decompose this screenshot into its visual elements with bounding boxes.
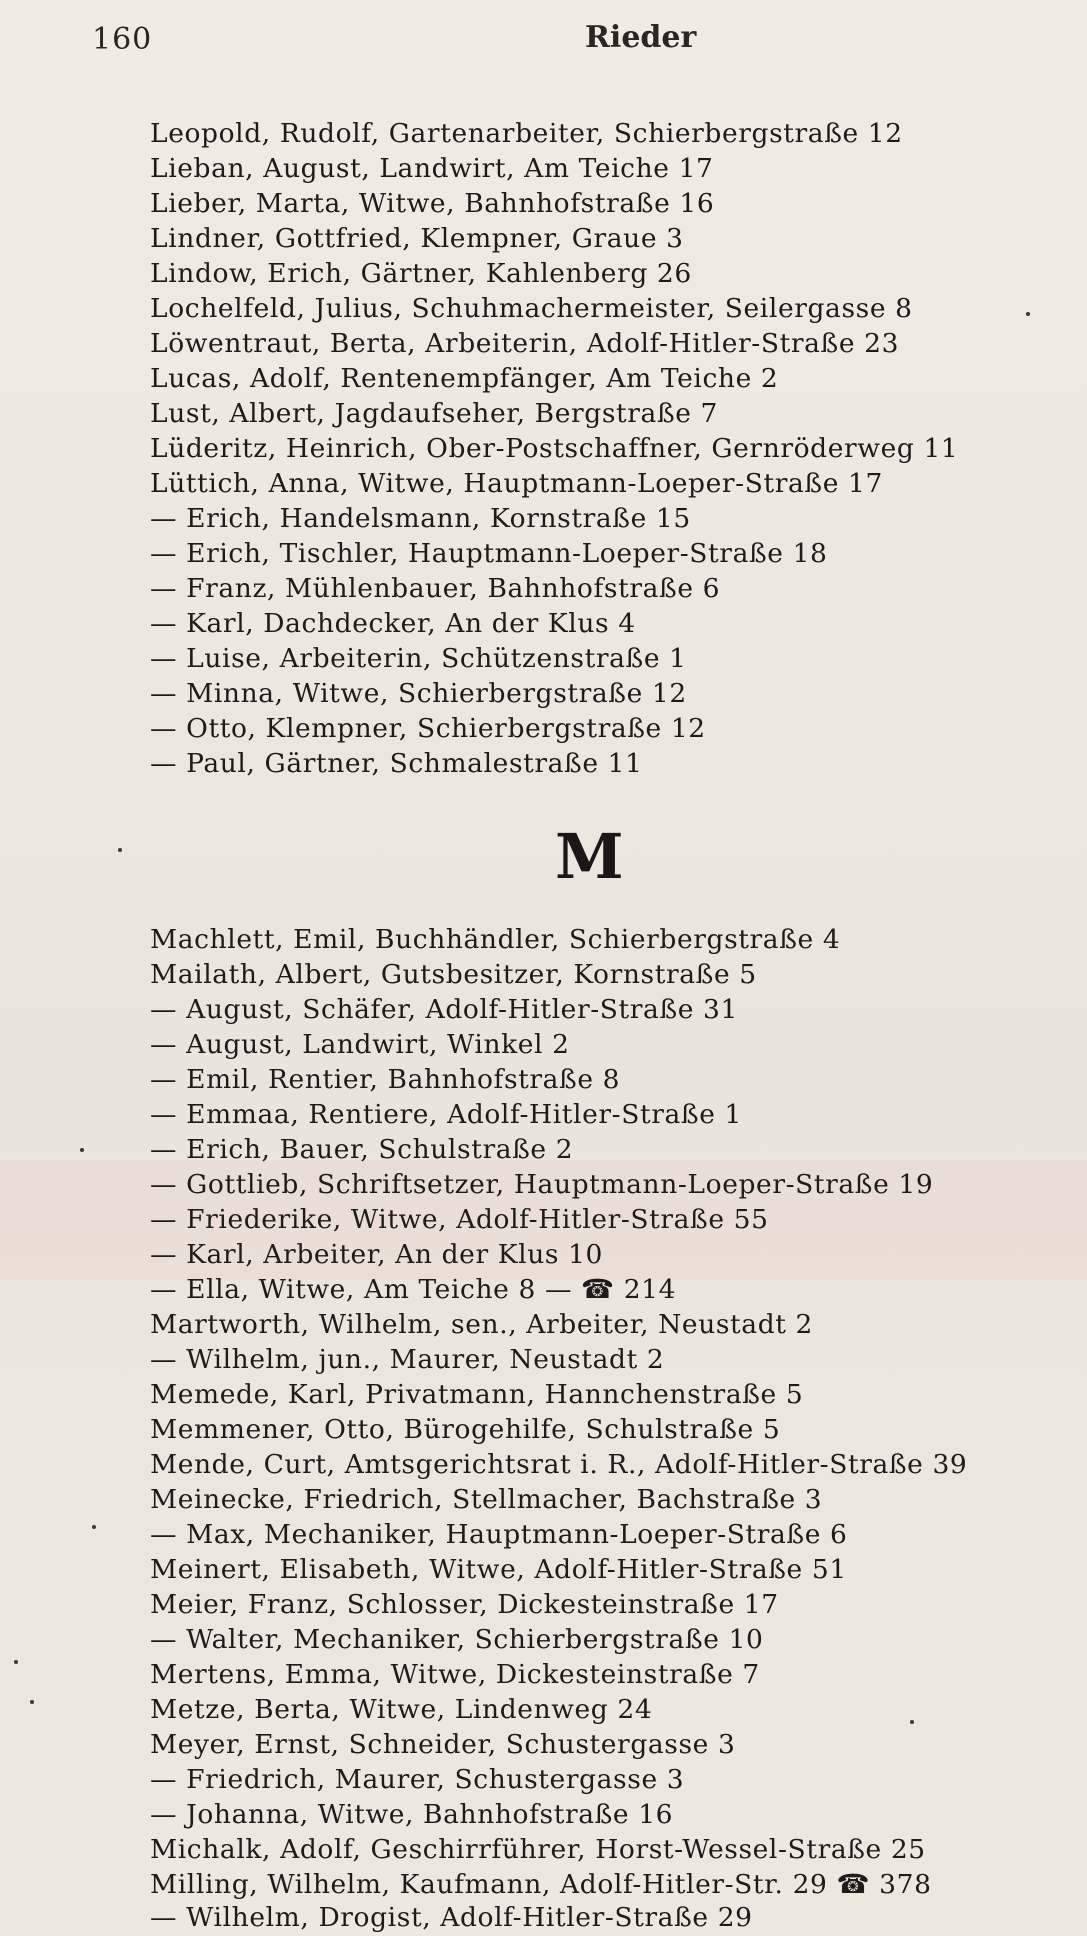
list-item: — Walter, Mechaniker, Schierbergstraße 10 (150, 1624, 764, 1655)
list-item: Lust, Albert, Jagdaufseher, Bergstraße 7 (150, 398, 719, 429)
list-item: Lüttich, Anna, Witwe, Hauptmann-Loeper-Straße 17 (150, 468, 883, 499)
list-item: — August, Schäfer, Adolf-Hitler-Straße 31 (150, 994, 738, 1025)
list-item: — Wilhelm, jun., Maurer, Neustadt 2 (150, 1344, 665, 1375)
page-number: 160 (92, 22, 153, 57)
list-item: Mailath, Albert, Gutsbesitzer, Kornstraße 5 (150, 959, 757, 990)
list-item: — Erich, Tischler, Hauptmann-Loeper-Straße 18 (150, 538, 828, 569)
list-item: Meier, Franz, Schlosser, Dickesteinstraße 17 (150, 1589, 779, 1620)
ink-speck (92, 1525, 96, 1529)
list-item: — Karl, Arbeiter, An der Klus 10 (150, 1239, 604, 1270)
list-item: — Karl, Dachdecker, An der Klus 4 (150, 608, 636, 639)
list-item: — Wilhelm, Drogist, Adolf-Hitler-Straße 29 (150, 1902, 753, 1933)
list-item: Metze, Berta, Witwe, Lindenweg 24 (150, 1694, 653, 1725)
list-item: Lindner, Gottfried, Klempner, Graue 3 (150, 223, 684, 254)
list-item: Lieber, Marta, Witwe, Bahnhofstraße 16 (150, 188, 715, 219)
ink-speck (118, 848, 122, 852)
section-letter: M (555, 820, 624, 893)
ink-speck (14, 1660, 18, 1664)
list-item: Meyer, Ernst, Schneider, Schustergasse 3 (150, 1729, 736, 1760)
list-item: Memmener, Otto, Bürogehilfe, Schulstraße 5 (150, 1414, 781, 1445)
list-item: Leopold, Rudolf, Gartenarbeiter, Schierbergstraße 12 (150, 118, 903, 149)
list-item: — Ella, Witwe, Am Teiche 8 — ☎ 214 (150, 1274, 677, 1305)
ink-speck (30, 1700, 34, 1704)
list-item: Martworth, Wilhelm, sen., Arbeiter, Neustadt 2 (150, 1309, 814, 1340)
ink-speck (80, 1148, 84, 1152)
list-item: — Emil, Rentier, Bahnhofstraße 8 (150, 1064, 621, 1095)
list-item: — Franz, Mühlenbauer, Bahnhofstraße 6 (150, 573, 721, 604)
ink-speck (910, 1720, 914, 1724)
list-item: Machlett, Emil, Buchhändler, Schierbergstraße 4 (150, 924, 841, 955)
list-item: — Luise, Arbeiterin, Schützenstraße 1 (150, 643, 687, 674)
list-item: Lucas, Adolf, Rentenempfänger, Am Teiche 2 (150, 363, 779, 394)
list-item: Meinecke, Friedrich, Stellmacher, Bachstraße 3 (150, 1484, 823, 1515)
list-item: Lieban, August, Landwirt, Am Teiche 17 (150, 153, 714, 184)
list-item: Memede, Karl, Privatmann, Hannchenstraße 5 (150, 1379, 804, 1410)
list-item: — Erich, Bauer, Schulstraße 2 (150, 1134, 574, 1165)
list-item: — Johanna, Witwe, Bahnhofstraße 16 (150, 1799, 674, 1830)
list-item: — Friedrich, Maurer, Schustergasse 3 (150, 1764, 685, 1795)
list-item: Milling, Wilhelm, Kaufmann, Adolf-Hitler-Str. 29 ☎ 378 (150, 1869, 932, 1900)
list-item: Meinert, Elisabeth, Witwe, Adolf-Hitler-Straße 51 (150, 1554, 847, 1585)
list-item: — Gottlieb, Schriftsetzer, Hauptmann-Loeper-Straße 19 (150, 1169, 934, 1200)
list-item: Lochelfeld, Julius, Schuhmachermeister, Seilergasse 8 (150, 293, 913, 324)
list-item: Mende, Curt, Amtsgerichtsrat i. R., Adolf-Hitler-Straße 39 (150, 1449, 968, 1480)
list-item: Lüderitz, Heinrich, Ober-Postschaffner, Gernröderweg 11 (150, 433, 959, 464)
list-item: — August, Landwirt, Winkel 2 (150, 1029, 570, 1060)
list-item: — Emmaa, Rentiere, Adolf-Hitler-Straße 1 (150, 1099, 742, 1130)
ink-speck (1026, 312, 1030, 316)
list-item: — Paul, Gärtner, Schmalestraße 11 (150, 748, 643, 779)
list-item: Michalk, Adolf, Geschirrführer, Horst-Wessel-Straße 25 (150, 1834, 926, 1865)
list-item: — Max, Mechaniker, Hauptmann-Loeper-Straße 6 (150, 1519, 848, 1550)
list-item: — Erich, Handelsmann, Kornstraße 15 (150, 503, 691, 534)
running-head: Rieder (585, 20, 697, 55)
list-item: — Friederike, Witwe, Adolf-Hitler-Straße 55 (150, 1204, 769, 1235)
list-item: Mertens, Emma, Witwe, Dickesteinstraße 7 (150, 1659, 760, 1690)
list-item: — Minna, Witwe, Schierbergstraße 12 (150, 678, 687, 709)
list-item: Lindow, Erich, Gärtner, Kahlenberg 26 (150, 258, 692, 289)
list-item: Löwentraut, Berta, Arbeiterin, Adolf-Hitler-Straße 23 (150, 328, 900, 359)
list-item: — Otto, Klempner, Schierbergstraße 12 (150, 713, 706, 744)
